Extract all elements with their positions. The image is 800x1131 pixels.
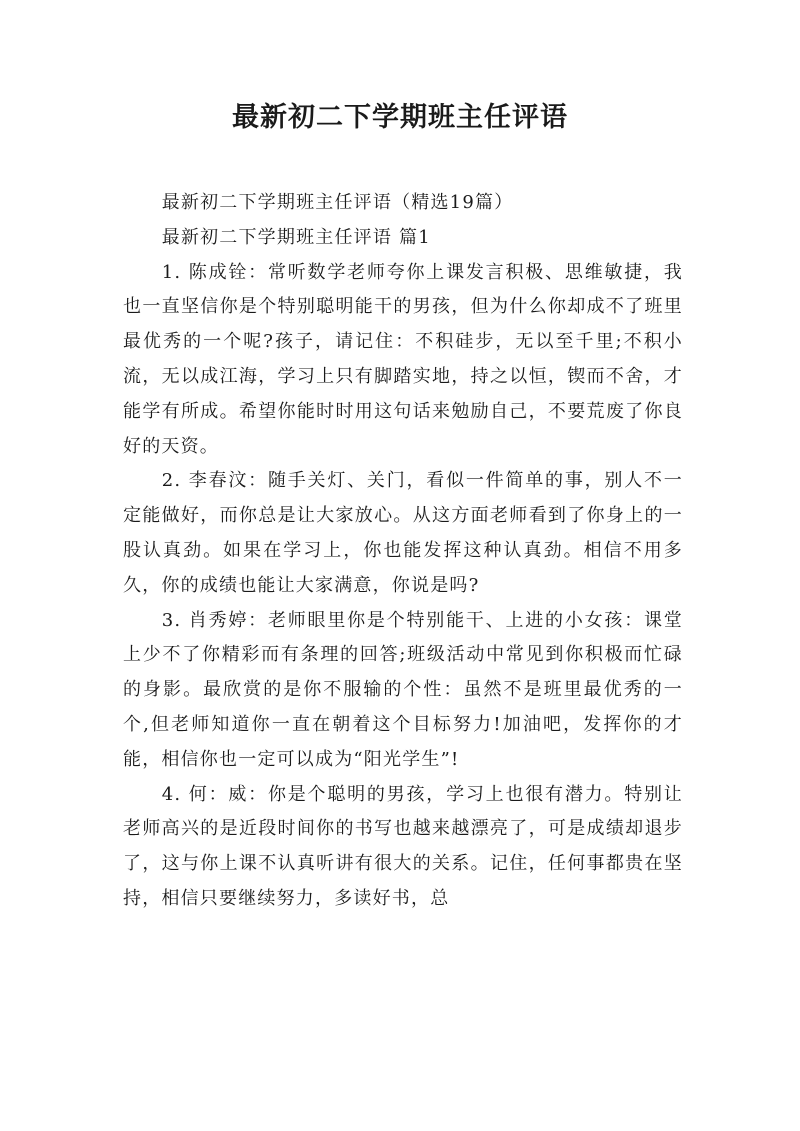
- collection-heading: 最新初二下学期班主任评语（精选19篇）: [161, 192, 514, 213]
- comment-paragraph: 2. 李春汶：随手关灯、关门，看似一件简单的事，别人不一定能做好，而你总是让大家放心。从这方面老师看到了你身上的一股认真劲。如果在学习上，你也能发挥这种认真劲。相信不用多久，你的成绩也能让大家满意，你说是吗?: [123, 470, 683, 596]
- comment-paragraph: 3. 肖秀婷：老师眼里你是个特别能干、上进的小女孩：课堂上少不了你精彩而有条理的回答;班级活动中常见到你积极而忙碌的身影。最欣赏的是你不服输的个性：虽然不是班里最优秀的一个,但老师知道你一直在朝着这个目标努力!加油吧，发挥你的才能，相信你也一定可以成为“阳光学生”!: [123, 609, 683, 770]
- section-heading: 最新初二下学期班主任评语 篇1: [161, 226, 431, 248]
- document-body: [123, 186, 683, 917]
- comment-paragraph: 1. 陈成铨：常听数学老师夸你上课发言积极、思维敏捷，我也一直坚信你是个特别聪明能干的男孩，但为什么你却成不了班里最优秀的一个呢?孩子，请记住：不积硅步，无以至千里;不积小流，无以成江海，学习上只有脚踏实地，持之以恒，锲而不舍，才能学有所成。希望你能时时用这句话来勉励自己，不要荒废了你良好的天资。: [123, 261, 683, 457]
- document-title: 最新初二下学期班主任评语: [232, 102, 568, 133]
- comment-paragraph: 4. 何：威：你是个聪明的男孩，学习上也很有潜力。特别让老师高兴的是近段时间你的书写也越来越漂亮了，可是成绩却退步了，这与你上课不认真听讲有很大的关系。记住，任何事都贵在坚持，相信只要继续努力，多读好书，总: [123, 783, 683, 909]
